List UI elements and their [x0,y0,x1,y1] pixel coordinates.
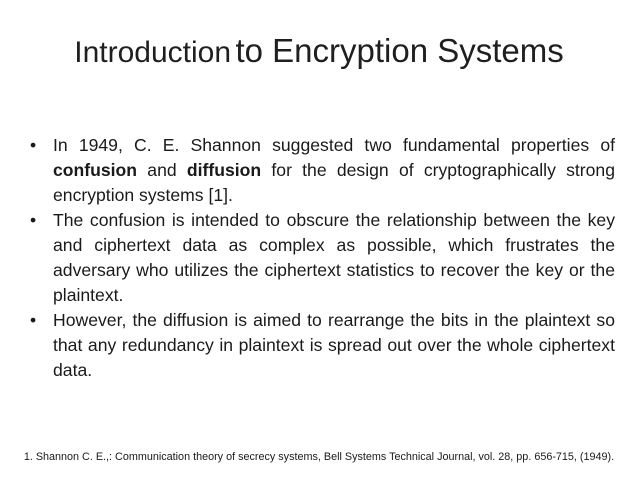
bullet-item [30,308,615,383]
bullet-text: However, the diffusion is aimed to rearrange the bits in the plaintext so that any redundancy in plaintext is spread out over the whole ciphertext data. [53,310,615,380]
footnote-reference: 1. Shannon C. E.,: Communication theory of secrecy systems, Bell Systems Technical Journal, vol. 28, pp. 656-715, (1949). [23,451,615,463]
bullet-text: The confusion is intended to obscure the relationship between the key and ciphertext data as complex as possible, which frustrates the adversary who utilizes the ciphertext statistics to recover the key or the plaintext. [53,210,615,305]
bullet-icon: • [30,210,37,230]
slide-title-part1: Introduction [74,36,232,69]
bullet-icon: • [30,135,37,155]
term-diffusion: diffusion [186,160,262,180]
slide-title [0,34,638,68]
bullet-text-pre: In 1949, C. E. Shannon suggested two fundamental properties of [53,135,615,155]
bullet-text-post: for the design of cryptographically strong encryption systems [1]. [53,160,615,205]
slide-title-part2: to Encryption Systems [235,32,564,69]
bullet-item [30,133,615,208]
bullet-icon: • [30,310,37,330]
bullet-text-mid: and [147,160,177,180]
bullet-list [30,133,615,383]
term-confusion: confusion [53,160,138,180]
bullet-item [30,208,615,308]
